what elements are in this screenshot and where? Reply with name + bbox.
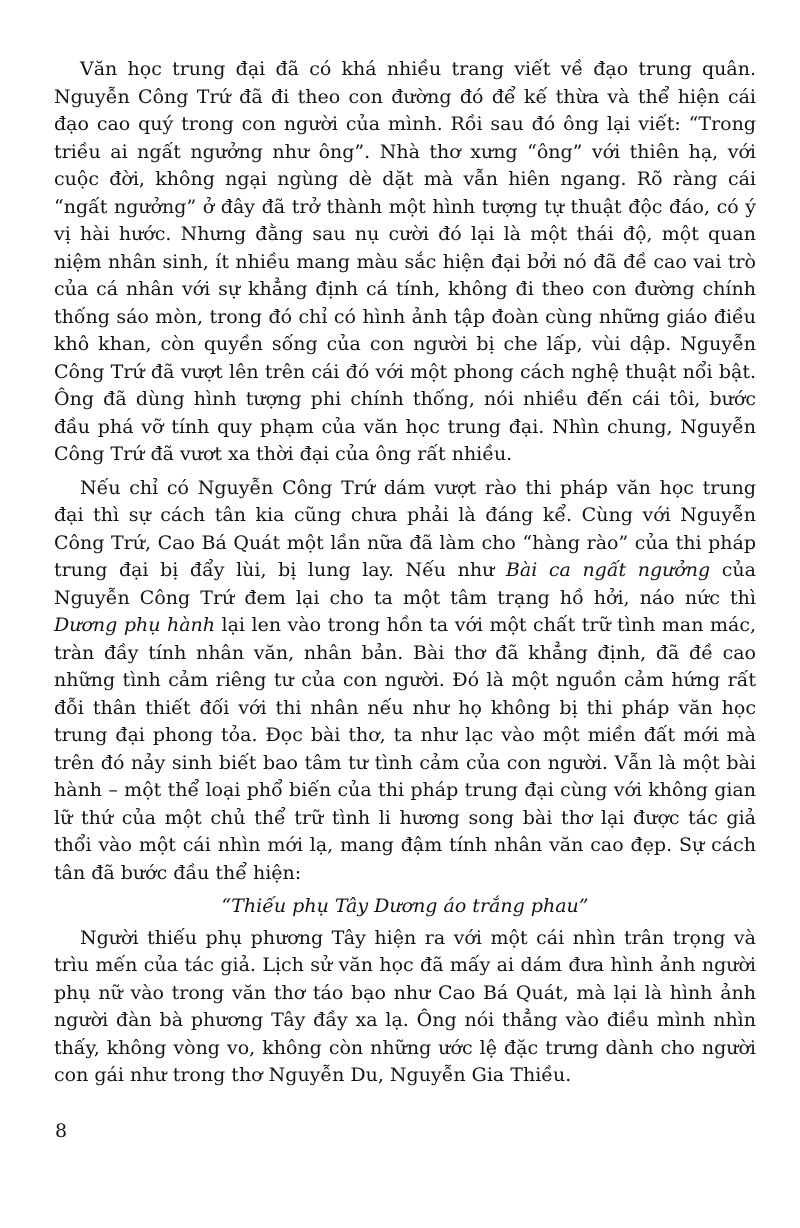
- poem-title-bai-ca-ngat-nguong: Bài ca ngất ngưởng: [505, 559, 711, 581]
- paragraph-2: [54, 475, 756, 888]
- paragraph-3: Người thiếu phụ phương Tây hiện ra với một cái nhìn trân trọng và trìu mến của tác giả. Lịch sử văn học đã mấy ai dám đưa hình ảnh người phụ nữ vào trong văn thơ táo bạo như Cao Bá Quát, mà lại là hình ảnh người đàn bà phương Tây đầy xa lạ. Ông nói thẳng vào điều mình nhìn thấy, không vòng vo, không còn những ước lệ đặc trưng dành cho người con gái như trong thơ Nguyễn Du, Nguyễn Gia Thiều.: [54, 926, 756, 1086]
- body-text: [54, 56, 756, 1090]
- poem-title-duong-phu-hanh: Dương phụ hành: [54, 614, 215, 636]
- paragraph-2-text-1: Nếu chỉ có Nguyễn Công Trứ dám vượt rào thi pháp văn học trung đại thì sự cách tân kia cũng chưa phải là đáng kể. Cùng với Nguyễn Công Trứ, Cao Bá Quát một lần nữa đã làm cho “hàng rào” của thi pháp trung đại bị đẩy lùi, bị lung lay. Nếu như: [54, 476, 756, 581]
- page-number: 8: [55, 1120, 68, 1142]
- paragraph-1: Văn học trung đại đã có khá nhiều trang viết về đạo trung quân. Nguyễn Công Trứ đã đi theo con đường đó để kế thừa và thể hiện cái đạo cao quý trong con người của mình. Rồi sau đó ông lại viết: “Trong triều ai ngất ngưởng như ông”. Nhà thơ xưng “ông” với thiên hạ, với cuộc đời, không ngại ngùng dè dặt mà vẫn hiên ngang. Rõ ràng cái “ngất ngưởng” ở đây đã trở thành một hình tượng tự thuật độc đáo, có ý vị hài hước. Nhưng đằng sau nụ cười đó lại là một thái độ, một quan niệm nhân sinh, ít nhiều mang màu sắc hiện đại bởi nó đã đề cao vai trò của cá nhân với sự khẳng định cá tính, không đi theo con đường chính thống sáo mòn, trong đó chỉ có hình ảnh tập đoàn cùng những giáo điều khô khan, còn quyền sống của con người bị che lấp, vùi dập. Nguyễn Công Trứ đã vượt lên trên cái đó với một phong cách nghệ thuật nổi bật. Ông đã dùng hình tượng phi chính thống, nói nhiều đến cái tôi, bước đầu phá vỡ tính quy phạm của văn học trung đại. Nhìn chung, Nguyễn Công Trứ đã vươt xa thời đại của ông rất nhiều.: [54, 58, 756, 465]
- paragraph-2-text-2: của Nguyễn Công Trứ đem lại cho ta một tâm trạng hồ hởi, náo nức thì: [54, 559, 756, 609]
- paragraph-2-text-3: lại len vào trong hồn ta với một chất trữ tình man mác, tràn đầy tính nhân văn, nhân bản. Bài thơ đã khẳng định, đã đề cao những tình cảm riêng tư của con người. Đó là một nguồn cảm hứng rất đỗi thân thiết đối với thi nhân nếu như họ không bị thi pháp văn học trung đại phong tỏa. Đọc bài thơ, ta như lạc vào một miền đất mới mà trên đó nảy sinh biết bao tâm tư tình cảm của con người. Vẫn là một bài hành – một thể loại phổ biến của thi pháp trung đại cùng với không gian lữ thứ của một chủ thể trữ tình li hương song bài thơ lại được tác giả thổi vào một cái nhìn mới lạ, mang đậm tính nhân văn cao đẹp. Sự cách tân đã bước đầu thể hiện:: [54, 614, 756, 884]
- poem-quote: “Thiếu phụ Tây Dương áo trắng phau”: [221, 895, 589, 917]
